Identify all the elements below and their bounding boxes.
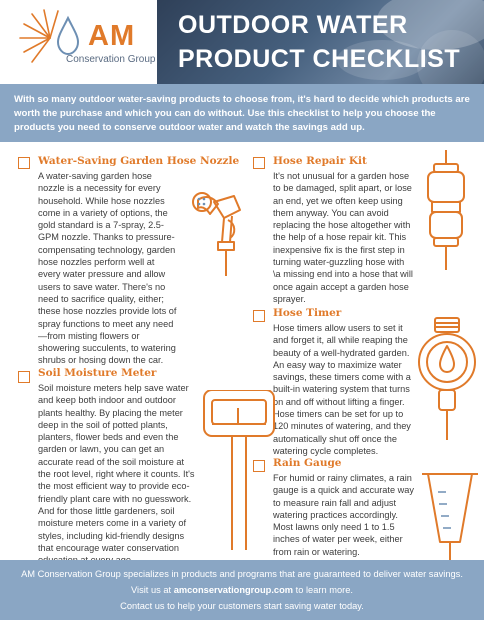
hose-nozzle-icon: [188, 180, 258, 280]
section-title: Water-Saving Garden Hose Nozzle: [38, 155, 240, 167]
logo-subtitle: Conservation Group: [66, 54, 156, 65]
hose-timer-icon: [415, 300, 479, 440]
footer-line-1: AM Conservation Group specializes in products and programs that are guaranteed to deliver water savings.: [21, 569, 463, 579]
checkbox-soil-moisture[interactable]: [18, 371, 30, 383]
website-link[interactable]: amconservationgroup.com: [173, 585, 294, 595]
logo-text: AM: [88, 20, 136, 52]
title-line-1: OUTDOOR WATER: [178, 11, 408, 39]
footer-visit-text: Visit us at: [130, 585, 174, 595]
header: [0, 0, 484, 84]
title-line-2: PRODUCT CHECKLIST: [178, 45, 461, 73]
hose-repair-kit-icon: [418, 150, 480, 270]
checkbox-hose-repair[interactable]: [253, 157, 265, 169]
rain-gauge-icon: [418, 456, 482, 566]
section-body: Soil moisture meters help save water and keep both indoor and outdoor plants healthy. By placing the meter deep in the soil of potted plants, planters, flower beds and even the garden or lawn, you can get an accurate read of the soil moisture at the root level, right where it counts. It's the most efficient way to provide eco-friendly plant care with no guesswork. And for those little gardeners, soil moisture meters come in a variety of styles, including kid-friendly designs that encourage water conservation: [38, 383, 195, 553]
intro-band: [0, 84, 484, 142]
section-body: For humid or rainy climates, a rain gauge is a quick and accurate way to measure rain fall and adjust watering practices accordingly. Most lawns only need 1 to 1.5 inches of water per week, either from rain or watering.: [273, 473, 414, 557]
section-title: Hose Repair Kit: [273, 155, 367, 167]
intro-text: With so many outdoor water-saving products to choose from, it's hard to decide which products are worth the purchase and which you can do without. Use this checklist to help you choose the products you need to conserve outdoor water and watch the savings add up.: [14, 94, 470, 133]
footer-line-3: Contact us to help your customers start saving water today.: [120, 601, 364, 611]
checkbox-hose-timer[interactable]: [253, 310, 265, 322]
section-body: A water-saving garden hose nozzle is a necessity for every household. While hose nozzles come in a variety of options, the gold standard is a 7-spray, 2.5-GPM nozzle. Thanks to pressure-compensating technology, garden hose nozzles perform well at every water pressure and allow users to save water. There's no need to sacrifice quality, either; these hose nozzles provide lots of spray functions to meet any need—from misting flowers or showering succulents, to watering shrubs or hosing down the car.: [38, 171, 177, 366]
section-body: Hose timers allow users to set it and forget it, all while reaping the beauty of a well-hydrated garden. An easy way to maximize water savings, these timers come with a built-in watering system that turns on and off without lifting a finger. Hose timers can be set for up to 120 minutes of watering, and they automatically shut off once the watering cycle completes.: [273, 323, 411, 456]
footer-line-2: [0, 582, 484, 598]
logo: [10, 8, 160, 78]
section-body: It's not unusual for a garden hose to be damaged, split apart, or lose an end, yet we often keep using them anyway. You can avoid replacing the hose altogether with the help of a hose repair kit. This inexpensive fix is the first step in turning water-guzzling hose with \a missing end into a hose that will once again accept a garden hose sprayer.: [273, 171, 413, 304]
section-title: Soil Moisture Meter: [38, 367, 157, 379]
footer-learn-text: to learn more.: [293, 585, 353, 595]
checkbox-rain-gauge[interactable]: [253, 460, 265, 472]
soil-moisture-meter-icon: [198, 390, 282, 550]
section-title: Hose Timer: [273, 307, 342, 319]
footer: [0, 560, 484, 620]
page-title: [178, 8, 478, 76]
checkbox-hose-nozzle[interactable]: [18, 157, 30, 169]
section-title: Rain Gauge: [273, 457, 342, 469]
